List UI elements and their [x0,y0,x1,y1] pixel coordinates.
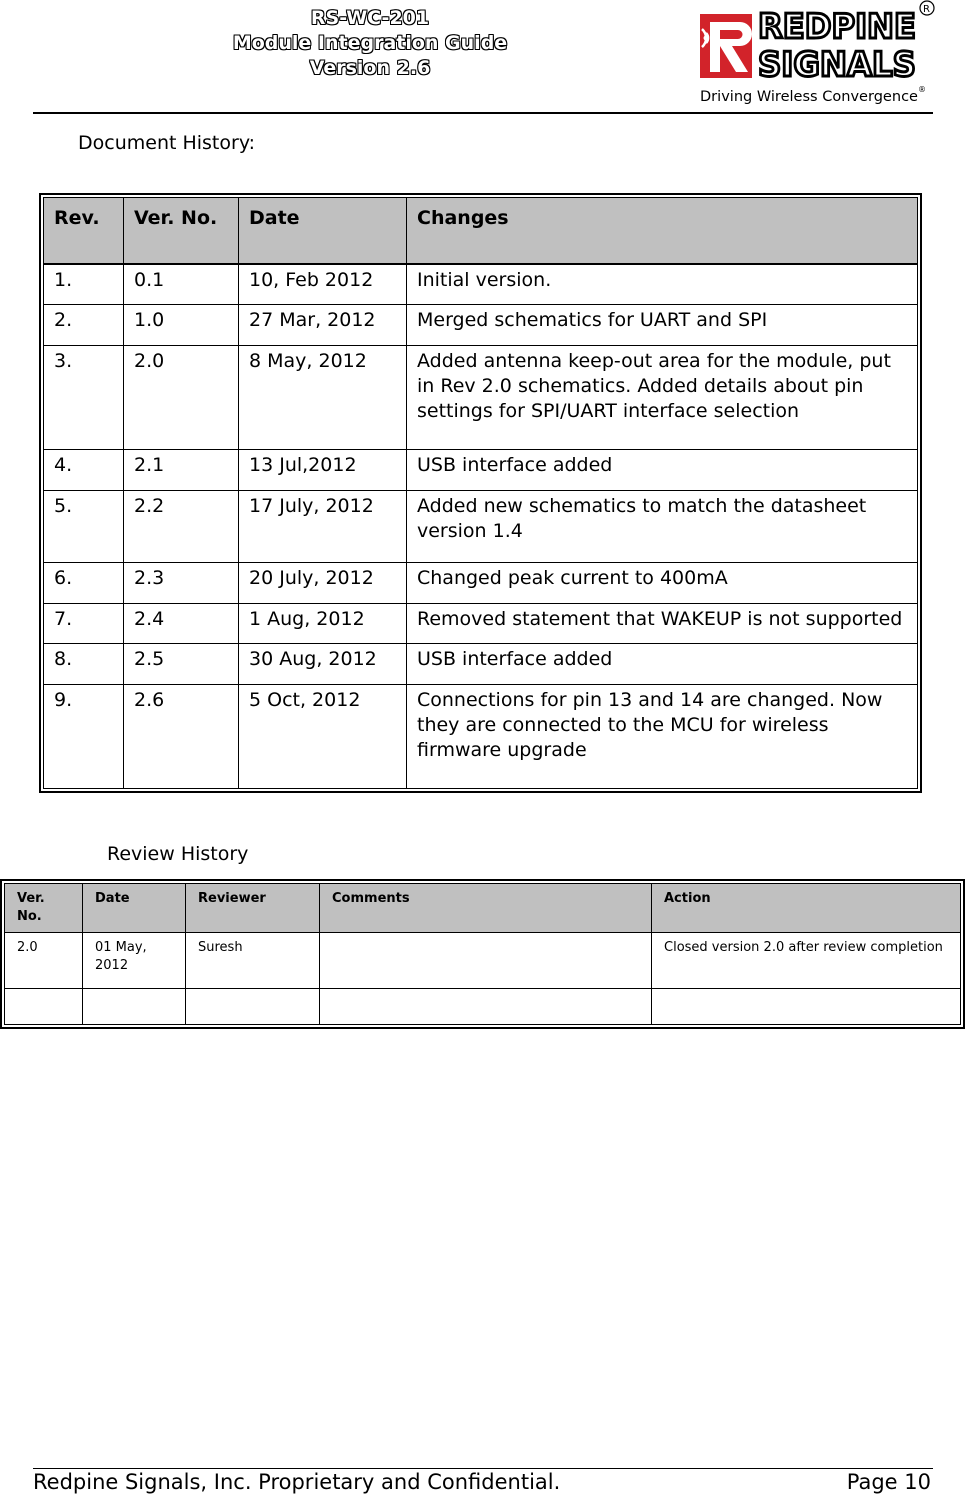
table-row [44,644,918,685]
footer-confidentiality-notice: Redpine Signals, Inc. Proprietary and Confidential. [33,1470,561,1494]
table-cell: 2.0 [5,933,83,989]
table-cell: Added antenna keep-out area for the module, put in Rev 2.0 schematics. Added details about pin settings for SPI/UART interface selection [407,345,918,449]
table-cell: 9. [44,684,124,788]
table-row [44,345,918,449]
doc-version: Version 2.6 [309,57,431,79]
table-cell [320,933,652,989]
table-cell: 3. [44,345,124,449]
table-cell [83,989,186,1025]
table-cell: 4. [44,449,124,490]
table-cell: 01 May, 2012 [83,933,186,989]
svg-text:R: R [923,4,930,15]
table-cell [186,989,320,1025]
column-header: Reviewer [186,884,320,933]
table-cell: 2.5 [124,644,239,685]
table-row [44,603,918,644]
table-cell: Merged schematics for UART and SPI [407,305,918,346]
table-cell: 1.0 [124,305,239,346]
table-header-row [44,198,918,264]
table-row [44,684,918,788]
table-cell: 1 Aug, 2012 [239,603,407,644]
page-number: Page 10 [846,1470,931,1494]
redpine-signals-logo [692,0,942,108]
table-cell: 8. [44,644,124,685]
table-cell: 20 July, 2012 [239,562,407,603]
table-cell: Connections for pin 13 and 14 are changed. Now they are connected to the MCU for wireless firmware upgrade [407,684,918,788]
table-cell: 2.6 [124,684,239,788]
column-header: Ver. No. [5,884,83,933]
table-cell: 0.1 [124,264,239,305]
svg-text:®: ® [918,85,926,94]
table-row [44,305,918,346]
table-cell: 8 May, 2012 [239,345,407,449]
table-cell: 2. [44,305,124,346]
table-cell: 7. [44,603,124,644]
document-history-label: Document History: [78,132,256,154]
header-divider [33,112,933,114]
table-cell: Suresh [186,933,320,989]
document-title-block [200,6,540,81]
column-header: Date [239,198,407,264]
table-cell: 2.4 [124,603,239,644]
table-cell: Changed peak current to 400mA [407,562,918,603]
table-cell [5,989,83,1025]
review-history-label: Review History [107,843,249,865]
svg-text:SIGNALS: SIGNALS [758,45,916,85]
table-cell [652,989,961,1025]
table-cell: 27 Mar, 2012 [239,305,407,346]
table-cell: Closed version 2.0 after review completion [652,933,961,989]
table-cell: 6. [44,562,124,603]
table-cell: 1. [44,264,124,305]
column-header: Date [83,884,186,933]
table-row [5,989,961,1025]
table-cell: 5 Oct, 2012 [239,684,407,788]
table-row [44,562,918,603]
table-cell: 30 Aug, 2012 [239,644,407,685]
table-cell: Initial version. [407,264,918,305]
table-cell: 2.0 [124,345,239,449]
svg-text:REDPINE: REDPINE [758,7,916,47]
doc-id: RS-WC-201 [310,7,430,29]
svg-text:Driving Wireless Convergence: Driving Wireless Convergence [700,89,918,105]
doc-title: Module Integration Guide [232,32,508,54]
table-cell: 10, Feb 2012 [239,264,407,305]
table-cell: 2.1 [124,449,239,490]
column-header: Action [652,884,961,933]
table-cell: 17 July, 2012 [239,490,407,562]
table-cell: Added new schematics to match the datasheet version 1.4 [407,490,918,562]
footer-divider [33,1468,933,1469]
table-cell: USB interface added [407,644,918,685]
table-row [44,264,918,305]
table-row [44,490,918,562]
table-cell: Removed statement that WAKEUP is not supported [407,603,918,644]
table-header-row [5,884,961,933]
column-header: Comments [320,884,652,933]
table-cell: USB interface added [407,449,918,490]
table-cell: 2.3 [124,562,239,603]
column-header: Ver. No. [124,198,239,264]
table-cell: 2.2 [124,490,239,562]
table-row [44,449,918,490]
document-history-table [39,193,922,793]
table-row [5,933,961,989]
column-header: Changes [407,198,918,264]
table-cell: 5. [44,490,124,562]
table-cell: 13 Jul,2012 [239,449,407,490]
column-header: Rev. [44,198,124,264]
review-history-table [0,879,965,1029]
table-cell [320,989,652,1025]
